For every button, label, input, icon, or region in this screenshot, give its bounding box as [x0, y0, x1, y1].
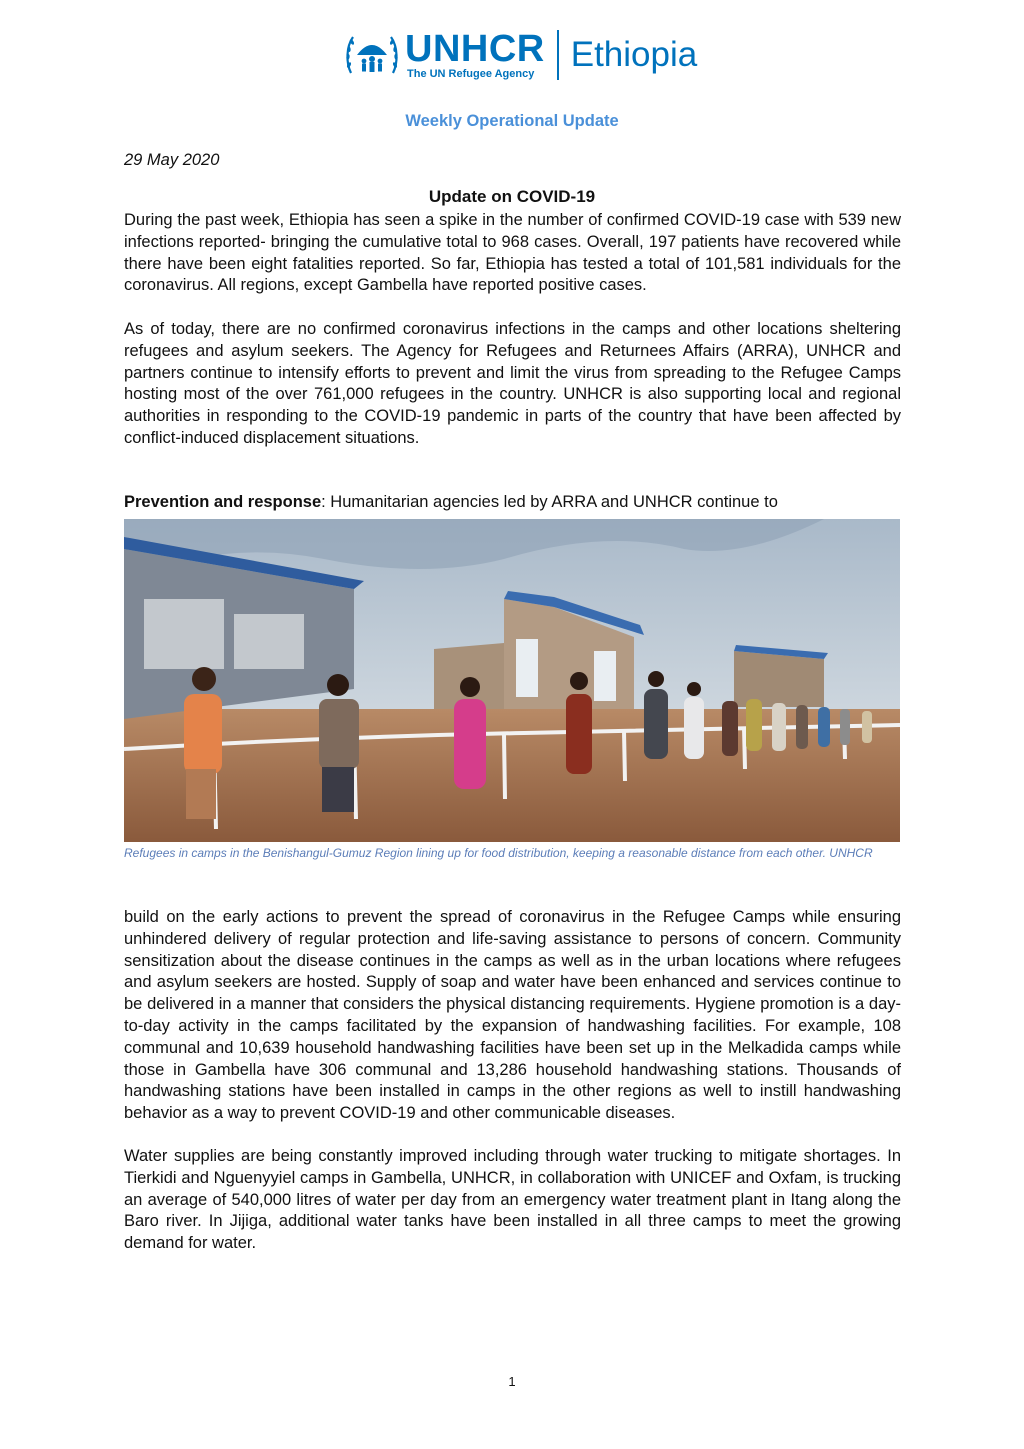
photo-illustration	[124, 519, 900, 842]
paragraph-prevention-intro	[124, 492, 901, 514]
unhcr-emblem-icon	[343, 29, 401, 81]
paragraph-prevention-body: build on the early actions to prevent the spread of coronavirus in the Refugee Camps while ensuring unhindered delivery of regular protection and life-saving assistance to persons of concern. Community sensitization about the disease continues in the camps as well as in the urban locations where refugees and asylum seekers are hosted. Supply of soap and water have been enhanced and services continue to be delivered in a manner that considers the physical distancing requirements. Hygiene promotion is a day-to-day activity in the camps facilitated by the expansion of handwashing facilities. For example, 108 communal and 10,639 household handwashing facilities have been set up in the Melkadida camps while those in Gambella have 306 communal and 13,286 household handwashing stations. Thousands of handwashing stations have been installed in camps in the other regions as well to instill handwashing behavior as a way to prevent COVID-19 and other communicable diseases.	[124, 908, 901, 1123]
header	[0, 26, 1024, 86]
logo-divider	[557, 30, 559, 80]
paragraph-water-supply: Water supplies are being constantly improved including through water trucking to mitigate shortages. In Tierkidi and Nguenyyiel camps in Gambella, UNHCR, in collaboration with UNICEF and Oxfam, is trucking an average of 540,000 litres of water per day from an emergency water treatment plant in Itang along the Baro river. In Jijiga, additional water tanks have been installed in all three camps to meet the growing demand for water.	[124, 1147, 901, 1253]
paragraph-covid-cases: During the past week, Ethiopia has seen a spike in the number of confirmed COVID-19 case with 539 new infections reported- bringing the cumulative total to 968 cases. Overall, 197 patients have recovered while there have been eight fatalities reported. So far, Ethiopia has tested a total of 101,581 individuals for the coronavirus. All regions, except Gambella have reported positive cases.	[124, 211, 901, 295]
paragraph-camps-status: As of today, there are no confirmed coronavirus infections in the camps and other locations sheltering refugees and asylum seekers. The Agency for Refugees and Returnees Affairs (ARRA), UNHCR and partners continue to intensify efforts to prevent and limit the virus from spreading to the Refugee Camps hosting most of the over 761,000 refugees in the country. UNHCR is also supporting local and regional authorities in responding to the COVID-19 pandemic in parts of the country that have been affected by conflict-induced displacement situations.	[124, 320, 901, 447]
document-subtitle: Weekly Operational Update	[405, 112, 619, 130]
photo-caption: Refugees in camps in the Benishangul-Gumuz Region lining up for food distribution, keeping a reasonable distance from each other. UNHCR	[124, 846, 873, 860]
logo-tagline: The UN Refugee Agency	[407, 67, 535, 80]
section-title: Update on COVID-19	[428, 187, 596, 206]
page-number: 1	[508, 1374, 516, 1389]
prevention-intro-text: : Humanitarian agencies led by ARRA and UNHCR continue to	[321, 493, 778, 511]
country-name: Ethiopia	[570, 35, 698, 74]
prevention-heading: Prevention and response	[124, 493, 322, 511]
logo-name: UNHCR	[405, 27, 545, 70]
unhcr-logo	[343, 26, 697, 84]
document-date: 29 May 2020	[124, 151, 220, 169]
refugees-queue-photo	[124, 519, 900, 842]
